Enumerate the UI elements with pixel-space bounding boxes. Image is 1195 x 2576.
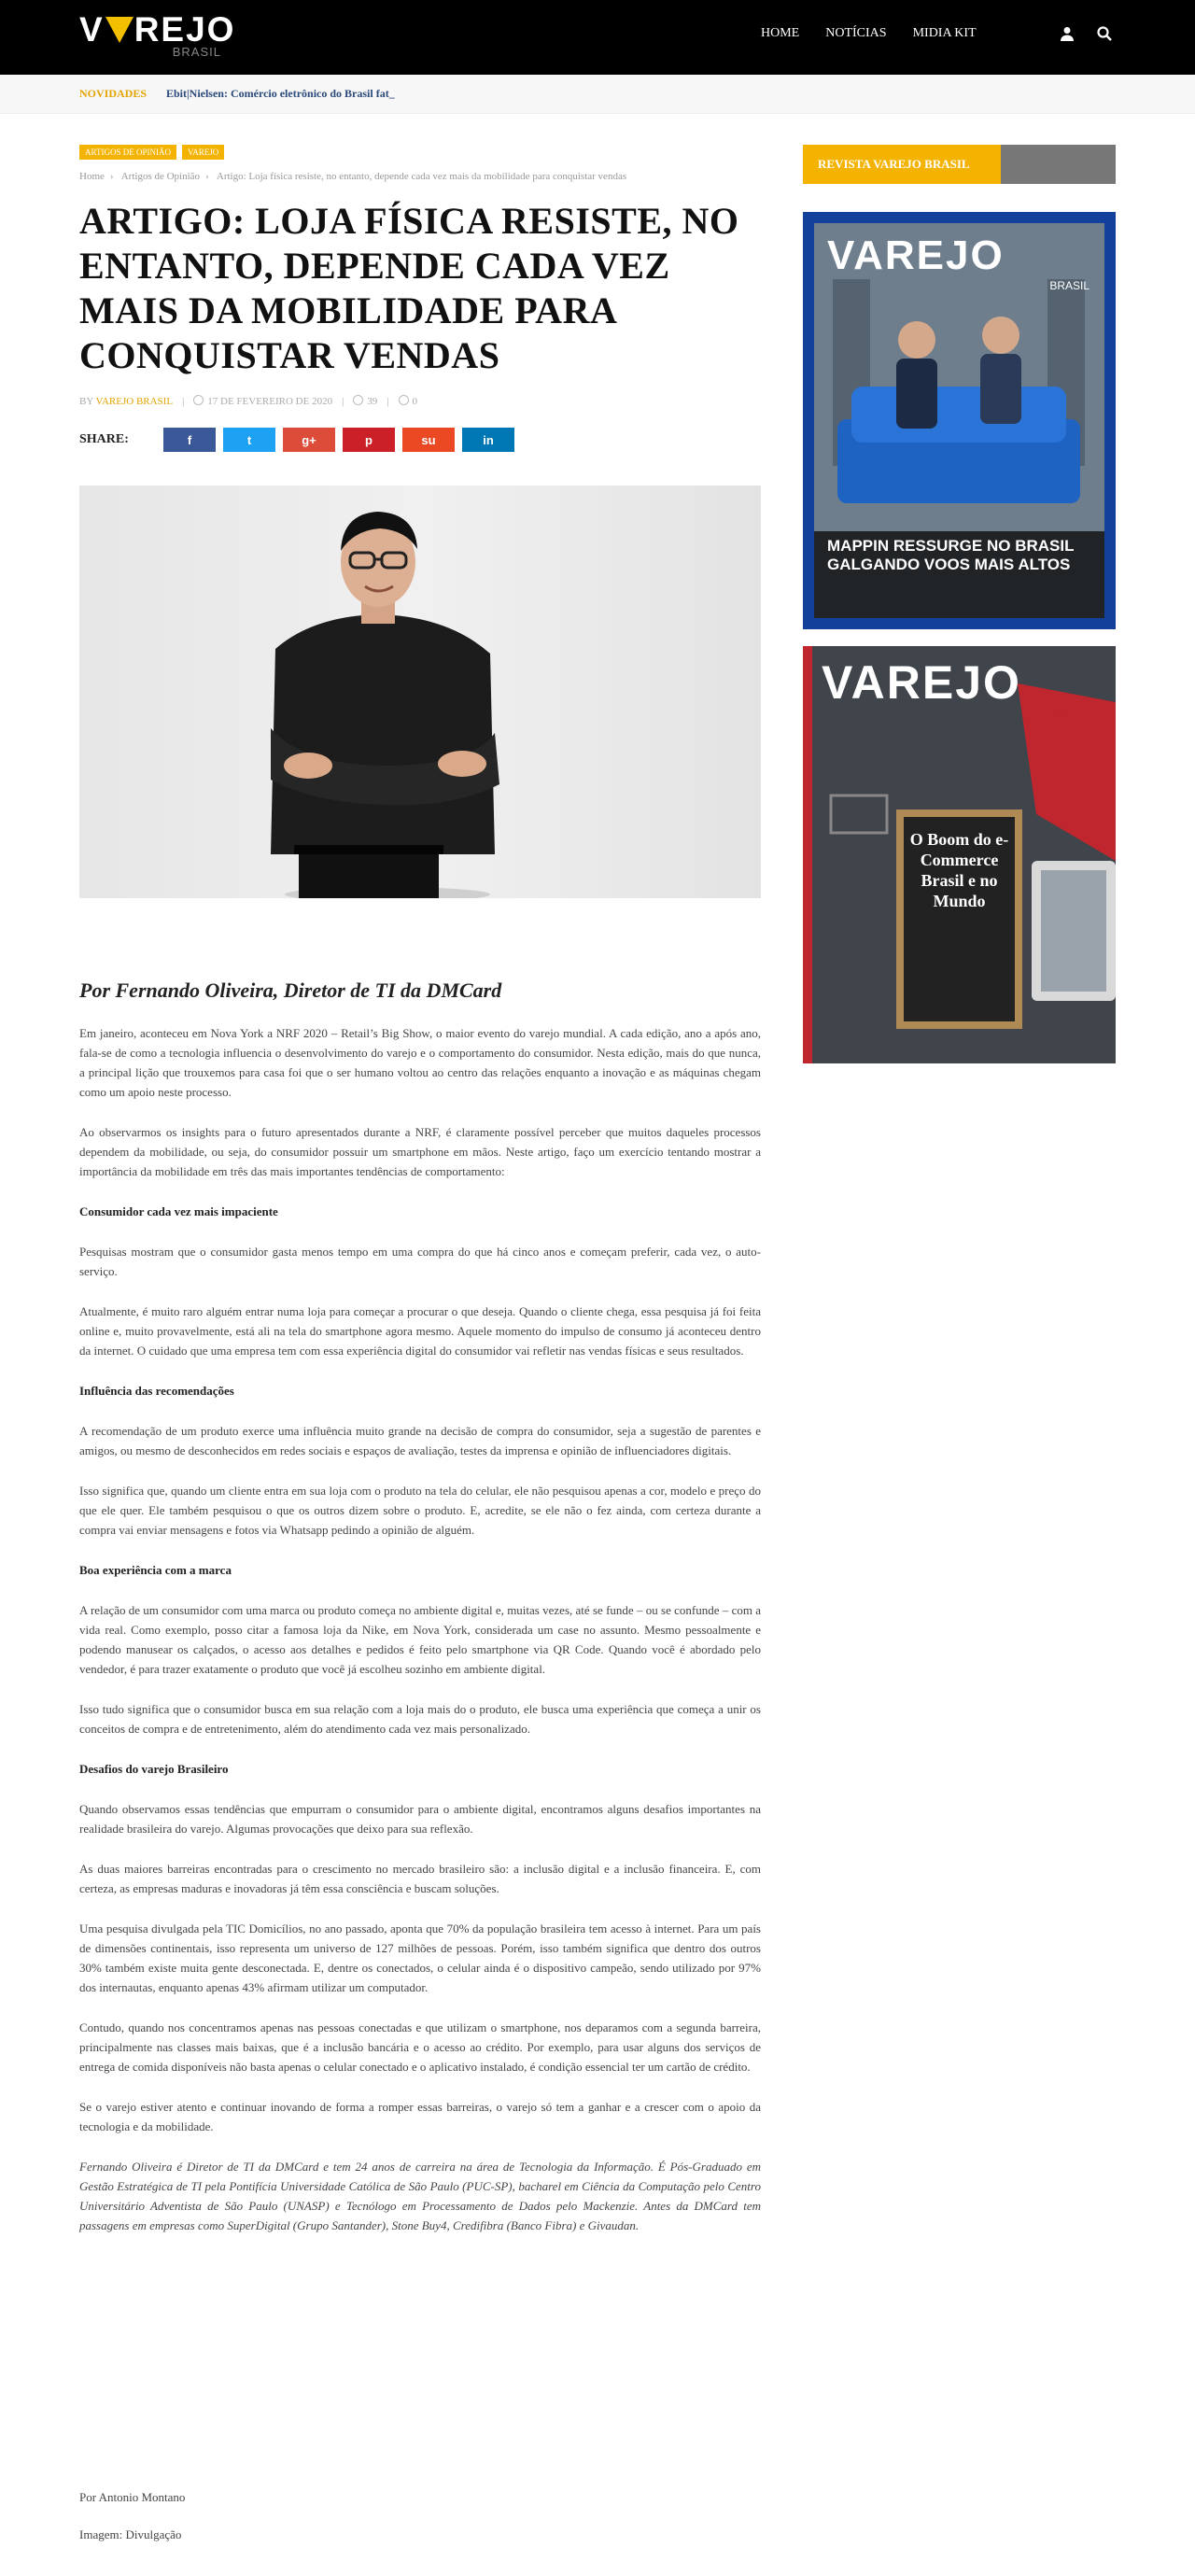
logo-wordmark: V REJO xyxy=(79,10,236,49)
tag-artigos-de-opiniao[interactable]: ARTIGOS DE OPINIÃO xyxy=(79,145,176,160)
body-paragraph: Atualmente, é muito raro alguém entrar numa loja para começar a procurar o que deseja. Quando o cliente chega, essa pesquisa já foi feita online e, muito provavelmente, está ali na tela do smartphone agora mesmo. Aquele momento do impulso de consumo já aconteceu dentro da internet. O cuidado que uma empresa tem com essa experiência digital do consumidor vai refletir nas vendas físicas e seus resultados. xyxy=(79,1304,761,1358)
article-tags xyxy=(79,145,761,160)
share-pinterest-button[interactable] xyxy=(343,428,395,452)
twitter-icon: t xyxy=(246,432,252,447)
news-ticker-bar xyxy=(0,75,1195,114)
credit-image: Imagem: Divulgação xyxy=(79,2527,182,2541)
body-paragraph: Ao observarmos os insights para o futuro apresentados durante a NRF, é claramente possível perceber que muitos daqueles processos dependem da mobilidade, ou seja, do consumidor possuir um smartphone em mãos. Neste artigo, faço um exercício tentando mostrar a importância da mobilidade em três das mais importantes tendências de comportamento: xyxy=(79,1125,761,1178)
news-ticker-link[interactable]: Ebit|Nielsen: Comércio eletrônico do Brasil fat_ xyxy=(166,87,395,100)
search-icon[interactable] xyxy=(1097,26,1112,41)
share-bar xyxy=(79,428,761,452)
section-heading: Desafios do varejo Brasileiro xyxy=(79,1762,229,1776)
author-bio: Fernando Oliveira é Diretor de TI da DMCard e tem 24 anos de carreira na área de Tecnologia da Informação. É Pós-Graduado em Gestão Estratégica de TI pela Pontifícia Universidade Católica de São Paulo (PUC-SP), bacharel em Ciência da Computação pelo Centro Universitário Adventista de São Paulo (UNASP) e Tecnólogo em Processamento de Dados pelo Mackenzie. Antes da DMCard tem passagens em empresas como SuperDigital (Grupo Santander), Stone Buy4, Credifibra (Banco Fibra) e Givaudan. xyxy=(79,2160,761,2232)
share-facebook-button[interactable] xyxy=(163,428,216,452)
stumbleupon-icon: su xyxy=(421,432,436,447)
comment-icon xyxy=(399,395,409,405)
body-paragraph: A relação de um consumidor com uma marca ou produto começa no ambiente digital e, muitas vezes, até se funde – ou se confunde – com a vida real. Como exemplo, posso citar a famosa loja da Nike, em Nova York, considerada um case no assunto. Mesmo pessoalmente e podendo manusear os calçados, o acesso aos detalhes e pedidos é feito pelo smartphone via QR Code. Quando você é abordado pelo vendedor, é para trazer exatamente o produto que você já escolheu sozinho em ambiente digital. xyxy=(79,1603,761,1676)
magazine-cover-ecommerce[interactable] xyxy=(803,646,1116,1063)
logo-sub: BRASIL xyxy=(172,45,221,59)
article-meta: BY VAREJO BRASIL | 17 DE FEVEREIRO DE 2020 | 39 | 0 xyxy=(79,395,417,407)
author-link[interactable]: VAREJO BRASIL xyxy=(95,395,174,407)
body-paragraph: Contudo, quando nos concentramos apenas nas pessoas conectadas e que utilizam o smartphone, nos deparamos com a segunda barreira, principalmente nas classes mais baixas, que é a inclusão bancária e o acesso ao crédito. Por exemplo, para usar alguns dos serviços de entrega de comida disponíveis não basta apenas o celular conectado e o aplicativo instalado, é condição essencial ter um cartão de crédito. xyxy=(79,2020,761,2074)
article-body xyxy=(79,1023,761,2235)
article-title: ARTIGO: LOJA FÍSICA RESISTE, NO ENTANTO, DEPENDE CADA VEZ MAIS DA MOBILIDADE PARA CONQUISTAR VENDAS xyxy=(79,200,739,376)
portrait-illustration xyxy=(79,486,761,898)
section-heading: Boa experiência com a marca xyxy=(79,1563,232,1577)
body-paragraph: Isso significa que, quando um cliente entra em sua loja com o produto na tela do celular, ele não pesquisou apenas a cor, modelo e preço do que ele quer. Ele também pesquisou o que os outros dizem sobre o produto. E, acredite, se ele não o fez ainda, com certeza durante a compra vai enviar mensagens e fotos via Whatsapp pedindo a opinião de alguém. xyxy=(79,1484,761,1537)
sidebar-widget-title xyxy=(803,145,1116,184)
top-bar xyxy=(0,0,1195,75)
facebook-icon: f xyxy=(187,432,192,447)
section-heading: Influência das recomendações xyxy=(79,1384,234,1398)
body-paragraph: A recomendação de um produto exerce uma influência muito grande na decisão de compra do consumidor, seja a sugestão de parentes e amigos, ou mesmo de desconhecidos em redes sociais e espaços de avaliação, testes da imprensa e opinião de influenciadores digitais. xyxy=(79,1424,761,1457)
cover1-logo: VAREJO xyxy=(827,232,1005,278)
share-label: SHARE: xyxy=(79,432,129,446)
body-paragraph: Pesquisas mostram que o consumidor gasta menos tempo em uma compra do que há cinco anos e começam preferir, cada vez, o auto-serviço. xyxy=(79,1245,761,1278)
body-paragraph: As duas maiores barreiras encontradas para o crescimento no mercado brasileiro são: a inclusão digital e a inclusão financeira. E, com certeza, as empresas maduras e inovadoras já têm essa consciência e buscam soluções. xyxy=(79,1862,761,1895)
nav-midia-kit[interactable]: MIDIA KIT xyxy=(912,26,977,40)
meta-views: 39 xyxy=(353,395,377,407)
body-paragraph: Isso tudo significa que o consumidor busca em sua relação com a loja mais do o produto, ele busca uma experiência que começa a unir os conceitos de compra e de entretenimento, além do atendimento cada vez mais personalizado. xyxy=(79,1702,761,1736)
meta-author: BY VAREJO BRASIL xyxy=(79,395,174,407)
share-stumbleupon-button[interactable] xyxy=(402,428,455,452)
share-google-plus-button[interactable] xyxy=(283,428,335,452)
article-credits xyxy=(79,2488,185,2563)
user-icon[interactable] xyxy=(1060,26,1075,41)
tag-varejo[interactable]: VAREJO xyxy=(182,145,224,160)
article xyxy=(79,145,761,2256)
google-plus-icon: g+ xyxy=(302,432,316,447)
breadcrumb-current: Artigo: Loja física resiste, no entanto, depende cada vez mais da mobilidade para conquistar vendas xyxy=(216,171,627,182)
cover1-logo-sub: BRASIL xyxy=(1049,279,1090,292)
article-hero-image xyxy=(79,486,761,898)
sidebar-title-label: REVISTA VAREJO BRASIL xyxy=(803,145,1001,184)
nav-icons xyxy=(1060,26,1112,41)
body-paragraph: Em janeiro, aconteceu em Nova York a NRF 2020 – Retail’s Big Show, o maior evento do varejo mundial. A cada edição, ano a após ano, fala-se de como a tecnologia influencia o desenvolvimento do varejo e o comportamento do consumidor. Nesta edição, mais do que nunca, a principal lição que trouxemos para casa foi que o ser humano voltou ao centro das relações enquanto a inovação e as máquinas chegam como um apoio neste processo. xyxy=(79,1026,761,1099)
meta-comments[interactable]: 0 xyxy=(399,395,418,407)
news-label: NOVIDADES xyxy=(79,87,148,100)
body-paragraph: Quando observamos essas tendências que empurram o consumidor para o ambiente digital, encontramos alguns desafios importantes na realidade brasileira do varejo. Algumas provocações que deixo para sua reflexão. xyxy=(79,1802,761,1836)
cover1-headline: MAPPIN RESSURGE NO BRASIL GALGANDO VOOS MAIS ALTOS xyxy=(827,537,1075,573)
eye-icon xyxy=(353,395,363,405)
share-linkedin-button[interactable] xyxy=(462,428,514,452)
cover2-logo: VAREJO xyxy=(822,656,1021,709)
breadcrumb-home[interactable]: Home xyxy=(79,171,105,182)
clock-icon xyxy=(193,395,204,405)
main-nav xyxy=(761,26,977,41)
nav-home[interactable]: HOME xyxy=(761,26,800,40)
cover2-logo-sub: BRASIL xyxy=(1034,708,1078,722)
share-twitter-button[interactable] xyxy=(223,428,275,452)
body-paragraph: Uma pesquisa divulgada pela TIC Domicílios, no ano passado, aponta que 70% da população brasileira tem acesso à internet. Para um país de dimensões continentais, isso representa um universo de 127 milhões de pessoas. Porém, isso também significa que dentro dos outros 30% também existe muita gente desconectada. E, dentre os conectados, o celular ainda é o dispositivo campeão, sendo utilizado por 97% dos internautas, enquanto apenas 43% afirmam utilizar um computador. xyxy=(79,1921,761,1994)
cover2-headline: O Boom do e-Commerce Brasil e no Mundo xyxy=(909,830,1009,910)
body-paragraph: Se o varejo estiver atento e continuar inovando de forma a romper essas barreiras, o varejo só tem a ganhar e a crescer com o apoio da tecnologia e da mobilidade. xyxy=(79,2100,761,2133)
section-heading: Consumidor cada vez mais impaciente xyxy=(79,1204,278,1218)
credit-author: Por Antonio Montano xyxy=(79,2490,186,2504)
sidebar xyxy=(803,145,1116,1063)
site-logo[interactable] xyxy=(79,11,247,63)
article-byline: Por Fernando Oliveira, Diretor de TI da DMCard xyxy=(79,978,502,1002)
pinterest-icon: p xyxy=(365,432,373,447)
linkedin-icon: in xyxy=(483,432,494,447)
magazine-cover-mappin[interactable] xyxy=(803,212,1116,629)
meta-date: 17 DE FEVEREIRO DE 2020 xyxy=(193,395,332,407)
breadcrumb-category[interactable]: Artigos de Opinião xyxy=(120,171,201,182)
nav-noticias[interactable]: NOTÍCIAS xyxy=(825,26,887,40)
breadcrumb: Home › Artigos de Opinião › Artigo: Loja física resiste, no entanto, depende cada vez mais da mobilidade para conquistar vendas xyxy=(79,171,627,182)
